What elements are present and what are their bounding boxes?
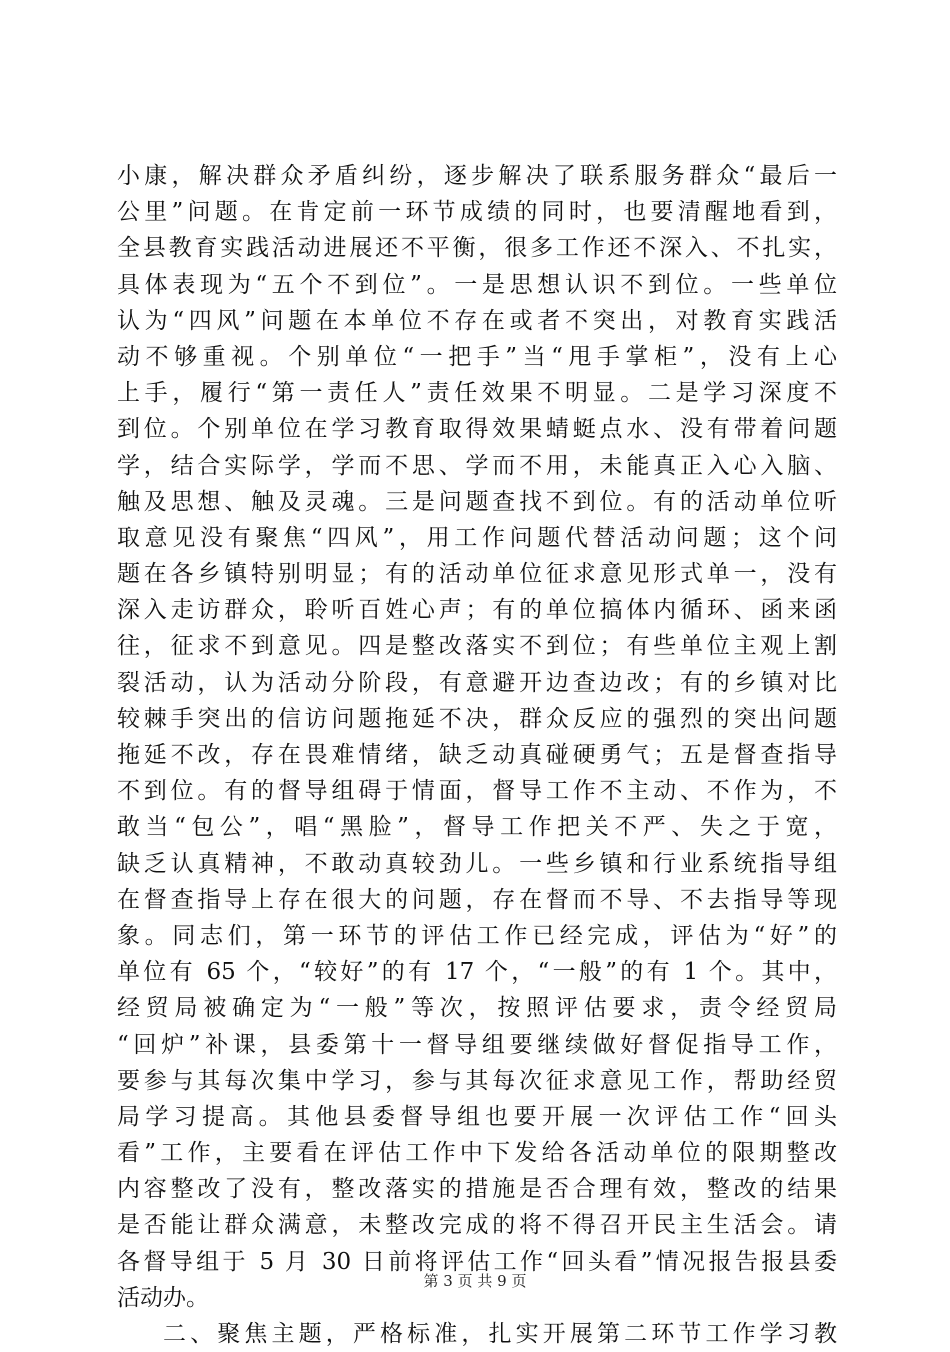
text-line-22: 象。同志们，第一环节的评估工作已经完成，评估为“好”的: [117, 922, 837, 949]
text-line-30: 是否能让群众满意，未整改完成的将不得召开民主生活会。请: [117, 1212, 837, 1239]
text-line-27: 局学习提高。其他县委督导组也要开展一次评估工作“回头: [117, 1103, 837, 1130]
text-line-32: 活动办。: [117, 1284, 209, 1311]
text-line-31: 各督导组于 5 月 30 日前将评估工作“回头看”情况报告报县委: [117, 1248, 837, 1275]
text-line-7: 上手，履行“第一责任人”责任效果不明显。二是学习深度不: [117, 380, 837, 407]
text-line-9: 学，结合实际学，学而不思、学而不用，未能真正入心入脑、: [117, 452, 837, 479]
text-line-8: 到位。个别单位在学习教育取得效果蜻蜓点水、没有带着问题: [117, 416, 837, 443]
text-line-11: 取意见没有聚焦“四风”，用工作问题代替活动问题；这个问: [117, 524, 837, 551]
text-line-28: 看”工作，主要看在评估工作中下发给各活动单位的限期整改: [117, 1140, 837, 1167]
body-text: [117, 158, 837, 1352]
text-line-17: 拖延不改，存在畏难情绪，缺乏动真碰硬勇气；五是督查指导: [117, 742, 837, 768]
text-line-10: 触及思想、触及灵魂。三是问题查找不到位。有的活动单位听: [117, 488, 837, 515]
text-line-24: 经贸局被确定为“一般”等次，按照评估要求，责令经贸局: [117, 995, 837, 1022]
page-footer: 第 3 页 共 9 页: [423, 1272, 527, 1290]
text-line-2: 公里”问题。在肯定前一环节成绩的同时，也要清醒地看到，: [117, 199, 837, 226]
text-line-12: 题在各乡镇特别明显；有的活动单位征求意见形式单一，没有: [117, 561, 837, 588]
text-line-16: 较棘手突出的信访问题拖延不决，群众反应的强烈的突出问题: [117, 705, 837, 732]
section-heading-line: 二、聚焦主题，严格标准，扎实开展第二环节工作学习教: [163, 1321, 837, 1347]
text-line-4: 具体表现为“五个不到位”。一是思想认识不到位。一些单位: [117, 271, 837, 298]
text-line-3: 全县教育实践活动进展还不平衡，很多工作还不深入、不扎实，: [117, 235, 837, 262]
text-line-25: “回炉”补课，县委第十一督导组要继续做好督促指导工作，: [117, 1031, 837, 1058]
text-line-21: 在督查指导上存在很大的问题，存在督而不导、不去指导等现: [117, 886, 837, 913]
text-line-19: 敢当“包公”，唱“黑脸”，督导工作把关不严、失之于宽，: [117, 814, 837, 841]
text-line-20: 缺乏认真精神，不敢动真较劲儿。一些乡镇和行业系统指导组: [117, 850, 837, 877]
text-line-26: 要参与其每次集中学习，参与其每次征求意见工作，帮助经贸: [117, 1067, 837, 1094]
text-line-14: 往，征求不到意见。四是整改落实不到位；有些单位主观上割: [117, 633, 837, 660]
text-line-5: 认为“四风”问题在本单位不存在或者不突出，对教育实践活: [117, 307, 837, 334]
text-line-23: 单位有 65 个，“较好”的有 17 个，“一般”的有 1 个。其中，: [117, 959, 837, 986]
text-line-15: 裂活动，认为活动分阶段，有意避开边查边改；有的乡镇对比: [117, 669, 837, 696]
text-line-6: 动不够重视。个别单位“一把手”当“甩手掌柜”，没有上心: [117, 343, 837, 370]
text-line-18: 不到位。有的督导组碍于情面，督导工作不主动、不作为，不: [117, 778, 837, 805]
text-line-29: 内容整改了没有，整改落实的措施是否合理有效，整改的结果: [117, 1176, 837, 1203]
text-line-13: 深入走访群众，聆听百姓心声；有的单位搞体内循环、函来函: [117, 597, 837, 624]
text-line-1: 小康，解决群众矛盾纠纷，逐步解决了联系服务群众“最后一: [117, 163, 837, 189]
